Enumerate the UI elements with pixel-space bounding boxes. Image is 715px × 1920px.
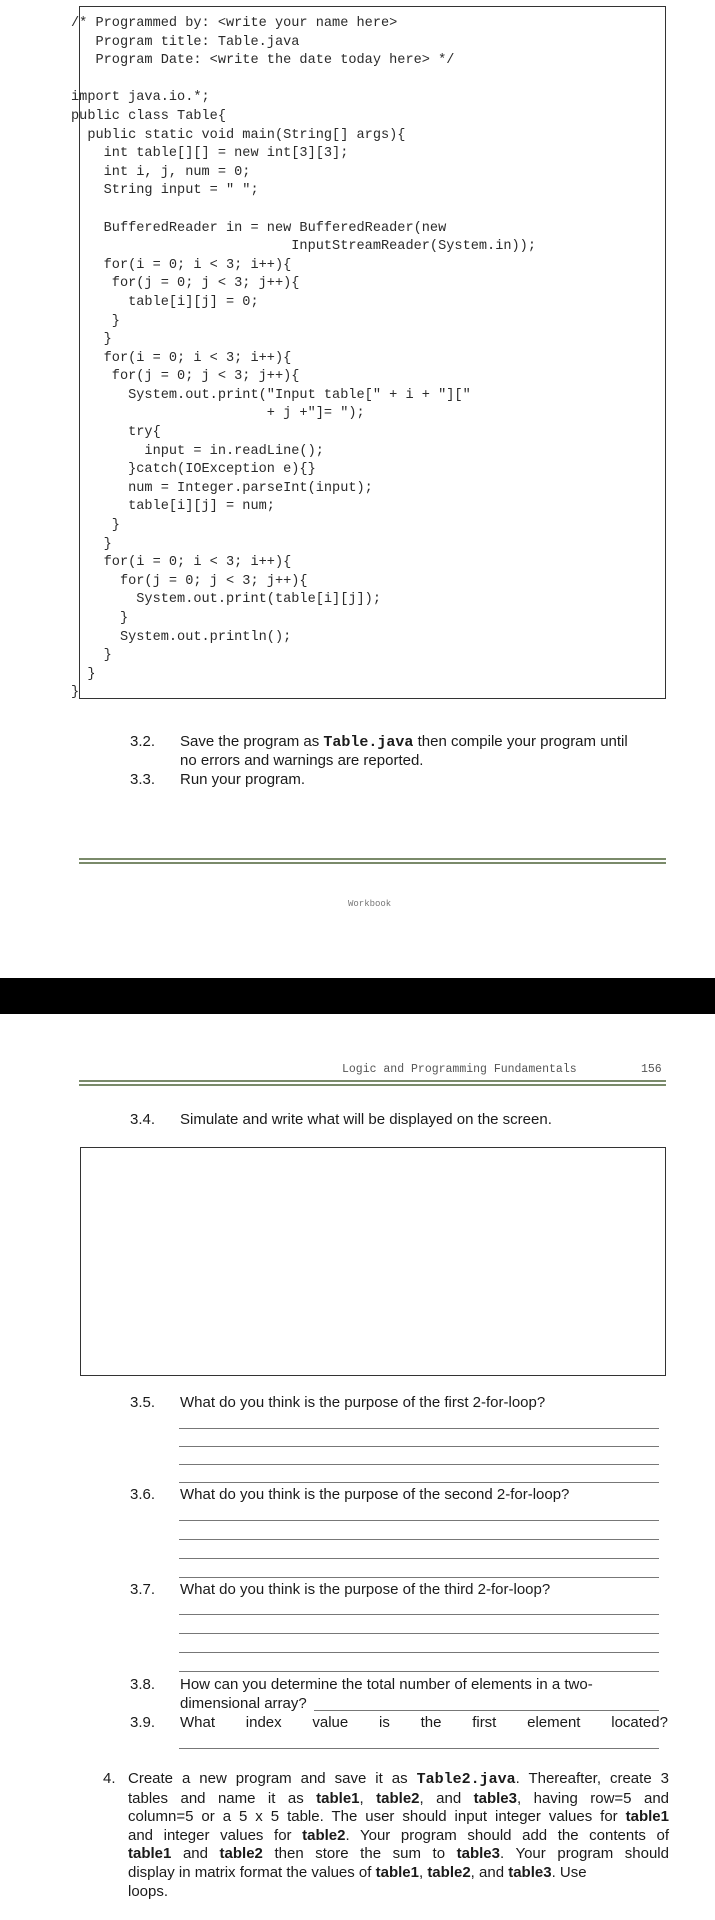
footer-label: Workbook	[348, 899, 392, 909]
question-number: 3.5.	[130, 1394, 156, 1411]
step-number: 3.2.	[130, 733, 156, 750]
step-text: Run your program.	[180, 771, 306, 788]
code-line: }	[71, 685, 80, 701]
code-line: }	[71, 666, 96, 682]
code-line: public class Table{	[71, 108, 226, 124]
answer-line[interactable]	[179, 1748, 659, 1749]
question-3-7	[130, 1581, 670, 1601]
code-line: }	[71, 611, 129, 626]
code-line: try{	[71, 425, 161, 441]
code-line	[71, 201, 536, 220]
java-code-listing	[71, 15, 536, 703]
question-3-9	[130, 1714, 670, 1734]
task-4-segment: then store the sum to	[262, 1845, 457, 1863]
step-3-4	[130, 1111, 670, 1131]
page-separator	[0, 978, 715, 1014]
task-4-segment: loops.	[128, 1882, 169, 1900]
question-number: 3.7.	[130, 1581, 156, 1598]
task-4-segment: table2	[427, 1863, 471, 1881]
answer-line[interactable]	[179, 1446, 659, 1447]
code-line: /* Programmed by: <write your name here>	[71, 16, 398, 31]
step-3-3	[130, 771, 670, 791]
task-4-segment: . Use	[551, 1863, 587, 1881]
code-line: int table[][] = new int[3][3];	[71, 146, 349, 162]
task-4-segment: table1	[375, 1863, 419, 1881]
task-4-segment: . Your program should	[499, 1845, 669, 1863]
answer-line[interactable]	[179, 1464, 659, 1465]
answer-line[interactable]	[179, 1652, 659, 1653]
answer-line[interactable]	[314, 1710, 659, 1711]
question-number: 3.6.	[130, 1486, 156, 1503]
answer-line[interactable]	[179, 1558, 659, 1559]
task-4-segment: ,	[418, 1863, 428, 1881]
header-title: Logic and Programming Fundamentals	[342, 1063, 577, 1076]
code-line: InputStreamReader(System.in));	[71, 239, 536, 255]
task-4-line	[128, 1770, 669, 1790]
code-line: for(i = 0; i < 3; i++){	[71, 350, 292, 366]
code-line: System.out.print(table[i][j]);	[71, 592, 381, 608]
question-3-6	[130, 1486, 670, 1506]
task-4-segment: table3	[456, 1845, 500, 1863]
step-text: Save the program as Table.java then compile your program until	[180, 733, 628, 751]
question-word: value	[312, 1714, 349, 1731]
task-4-segment: display in matrix format the values of	[128, 1863, 376, 1881]
question-number: 3.8.	[130, 1676, 156, 1693]
step-number: 3.3.	[130, 771, 156, 788]
step-3-2-line2: no errors and warnings are reported.	[180, 752, 424, 769]
code-line: Program title: Table.java	[71, 34, 300, 50]
task-4-text	[128, 1770, 669, 1901]
task-4-segment: table2	[376, 1789, 420, 1807]
answer-line[interactable]	[179, 1614, 659, 1615]
question-text: What do you think is the purpose of the third 2-for-loop?	[180, 1581, 551, 1598]
code-line: String input = " ";	[71, 183, 259, 199]
code-line: }catch(IOException e){}	[71, 462, 316, 478]
code-line: }	[71, 313, 120, 329]
code-line: table[i][j] = 0;	[71, 294, 259, 310]
task-4-line	[128, 1845, 669, 1864]
task-4-segment: Table2.java	[416, 1771, 516, 1788]
page-number: 156	[641, 1063, 662, 1076]
task-4-segment: table3	[508, 1863, 552, 1881]
task-4-segment: table2	[219, 1845, 263, 1863]
code-line: Program Date: <write the date today here> */	[71, 53, 455, 69]
code-line: for(j = 0; j < 3; j++){	[71, 369, 300, 385]
question-word: the	[420, 1714, 442, 1731]
task-4-segment: table2	[302, 1826, 346, 1844]
task-4-line	[128, 1808, 669, 1827]
question-word: element	[527, 1714, 581, 1731]
question-text: How can you determine the total number of elements in a two-	[180, 1676, 593, 1693]
task-4-line	[128, 1864, 669, 1883]
question-word: first	[472, 1714, 497, 1731]
question-text	[180, 1714, 668, 1733]
answer-line[interactable]	[179, 1520, 659, 1521]
task-4-segment: ,	[359, 1789, 377, 1807]
code-line: input = in.readLine();	[71, 443, 324, 459]
code-line: num = Integer.parseInt(input);	[71, 480, 373, 496]
task-4-line	[128, 1790, 669, 1809]
code-line: import java.io.*;	[71, 90, 210, 106]
code-line: for(i = 0; i < 3; i++){	[71, 555, 292, 571]
task-4-segment: , and	[470, 1863, 509, 1881]
code-line: }	[71, 518, 120, 534]
task-4-segment: column=5 or a 5 x 5 table. The user should input integer values for	[128, 1808, 626, 1826]
question-text: What do you think is the purpose of the second 2-for-loop?	[180, 1486, 570, 1503]
question-text: What do you think is the purpose of the first 2-for-loop?	[180, 1394, 546, 1411]
code-line: }	[71, 536, 112, 552]
header-rule	[79, 1080, 666, 1086]
question-3-5	[130, 1394, 670, 1414]
question-word: What	[180, 1714, 216, 1731]
step-number: 3.4.	[130, 1111, 156, 1128]
task-4-segment: table1	[316, 1789, 360, 1807]
task-4-line	[128, 1827, 669, 1846]
code-line: table[i][j] = num;	[71, 499, 275, 515]
code-line: }	[71, 332, 112, 348]
question-word: is	[378, 1714, 390, 1731]
answer-line[interactable]	[179, 1428, 659, 1429]
answer-line[interactable]	[179, 1671, 659, 1672]
task-4-number: 4.	[103, 1770, 116, 1787]
task-4-segment: . Thereafter, create 3	[515, 1770, 669, 1787]
code-line: for(j = 0; j < 3; j++){	[71, 573, 308, 589]
task-4-segment: Create a new program and save it as	[128, 1770, 417, 1787]
code-line	[71, 71, 536, 90]
code-line: + j +"]= ");	[71, 406, 365, 422]
question-number: 3.9.	[130, 1714, 156, 1731]
code-line: System.out.println();	[71, 629, 292, 645]
code-listing-box	[71, 6, 666, 701]
task-4-segment: . Your program should add the contents of	[345, 1826, 669, 1844]
question-word: index	[245, 1714, 282, 1731]
question-word: located?	[611, 1714, 668, 1731]
code-line: System.out.print("Input table[" + i + "]["	[71, 387, 471, 403]
answer-line[interactable]	[179, 1539, 659, 1540]
code-line: for(j = 0; j < 3; j++){	[71, 276, 300, 292]
code-line: BufferedReader in = new BufferedReader(new	[71, 220, 447, 236]
task-4-line	[128, 1883, 669, 1902]
task-4-segment: , and	[419, 1789, 474, 1807]
task-4-segment: and integer values for	[128, 1826, 303, 1844]
question-3-8-line2: dimensional array?	[180, 1695, 307, 1712]
answer-line[interactable]	[179, 1482, 659, 1483]
task-4-segment: table3	[473, 1789, 517, 1807]
step-text: Simulate and write what will be displayed on the screen.	[180, 1111, 552, 1128]
task-4-segment: tables and name it as	[128, 1789, 317, 1807]
answer-line[interactable]	[179, 1633, 659, 1634]
code-line: }	[71, 648, 112, 664]
task-4-segment: table1	[128, 1845, 172, 1863]
answer-box[interactable]	[80, 1147, 666, 1376]
question-3-8	[130, 1676, 670, 1696]
step-3-2	[130, 733, 670, 753]
footer-rule	[79, 858, 666, 864]
answer-line[interactable]	[179, 1577, 659, 1578]
task-4-segment: table1	[625, 1808, 669, 1826]
code-line: for(i = 0; i < 3; i++){	[71, 257, 292, 273]
code-line: int i, j, num = 0;	[71, 164, 251, 180]
task-4-segment: , having row=5 and	[516, 1789, 670, 1807]
code-line: public static void main(String[] args){	[71, 127, 406, 143]
task-4-segment: and	[171, 1845, 220, 1863]
